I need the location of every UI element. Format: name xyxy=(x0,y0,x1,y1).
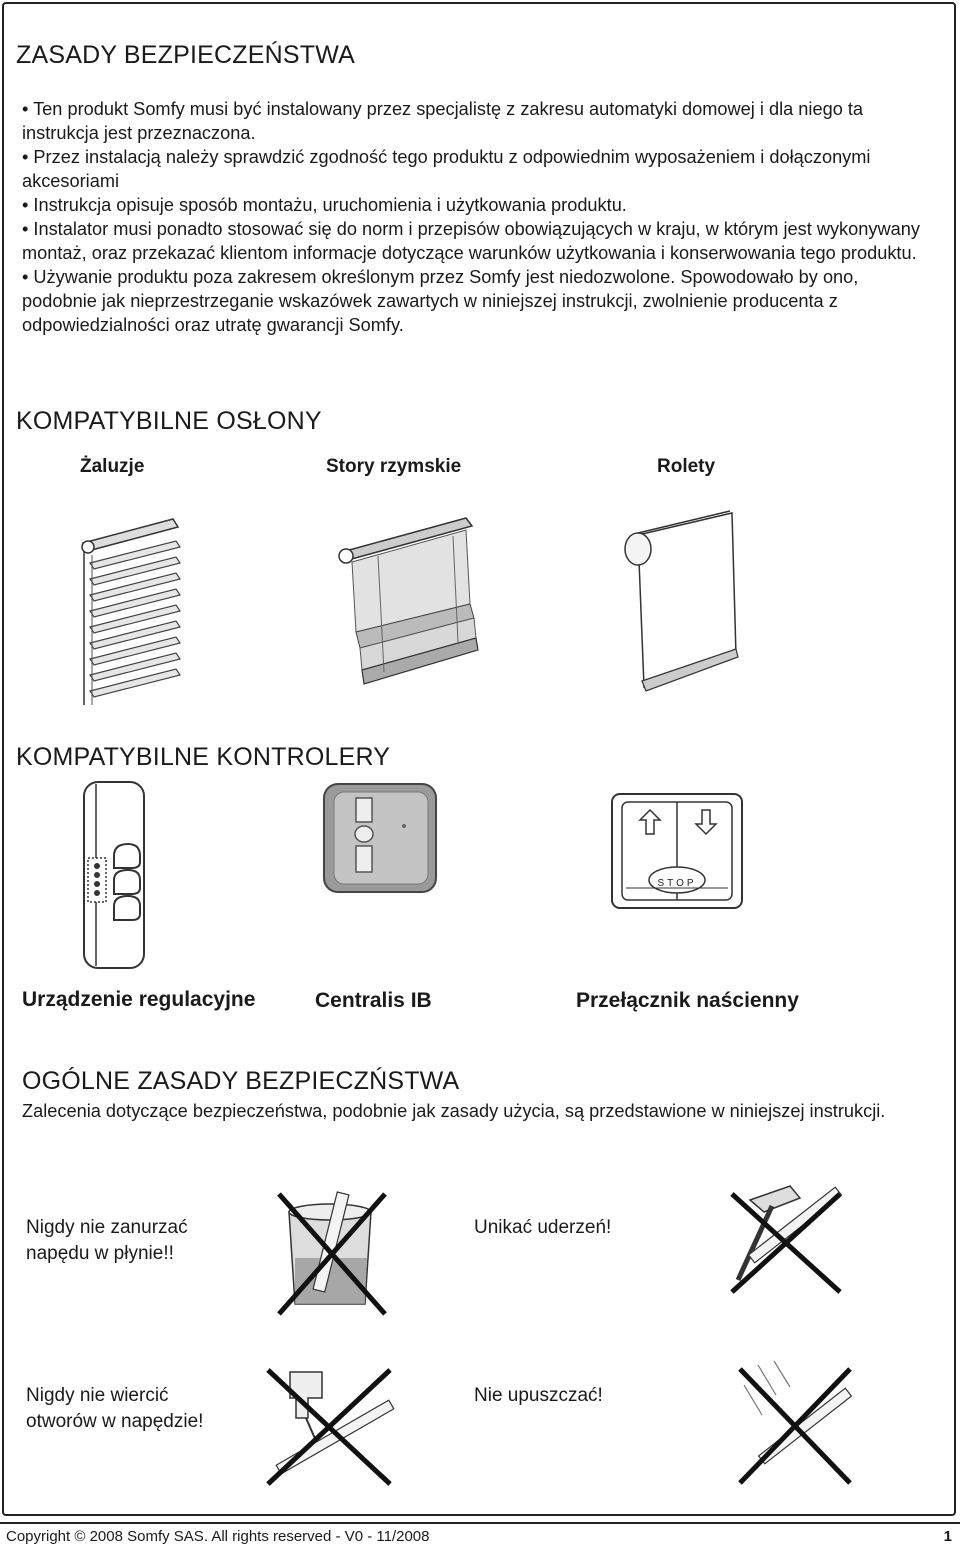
safety-paragraph: • Przez instalacją należy sprawdzić zgodność tego produktu z odpowiednim wyposażeniem i dołączonymi akcesoriami xyxy=(22,147,871,191)
general-title: OGÓLNE ZASADY BEZPIECZŃSTWA xyxy=(22,1067,460,1095)
controller-label-handheld: Urządzenie regulacyjne xyxy=(22,988,256,1011)
no-impact-illustration xyxy=(720,1180,850,1300)
safety-paragraph: • Używanie produktu poza zakresem określonym przez Somfy jest niedozwolone. Spowodowało by ono, podobnie jak nieprzestrzeganie wskazówek zawartych w niniejszej instrukcji, zwolnienie producenta z odpowiedzialności oraz utratę gwarancji Somfy. xyxy=(22,267,859,335)
page-number: 1 xyxy=(943,1528,952,1545)
footer-copyright: Copyright © 2008 Somfy SAS. All rights reserved - V0 - 11/2008 xyxy=(6,1528,430,1545)
centralis-ib-illustration xyxy=(322,782,442,897)
controllers-title: KOMPATYBILNE KONTROLERY xyxy=(16,743,391,771)
stop-button-label: STOP xyxy=(657,878,697,889)
cover-label-roller: Rolety xyxy=(657,456,716,477)
cover-label-venetian: Żaluzje xyxy=(80,456,145,477)
venetian-blind-illustration xyxy=(78,515,198,710)
roller-blind-illustration xyxy=(620,505,760,695)
covers-title: KOMPATYBILNE OSŁONY xyxy=(16,407,322,435)
safety-text xyxy=(22,97,934,337)
safety-paragraph: • Instalator musi ponadto stosować się do norm i przepisów obowiązujących w kraju, w którym jest wykonywany montaż, oraz przekazać klientom informacje dotyczące warunków użytkowania i konserwowania tego produktu. xyxy=(22,219,920,263)
controller-label-centralis: Centralis IB xyxy=(315,989,432,1012)
cover-label-roman: Story rzymskie xyxy=(326,456,462,477)
warning-no-liquid: Nigdy nie zanurzać napędu w płynie!! xyxy=(26,1217,188,1264)
general-text: Zalecenia dotyczące bezpieczeństwa, podobnie jak zasady użycia, są przedstawione w niniejszej instrukcji. xyxy=(22,1101,886,1121)
warning-no-impact: Unikać uderzeń! xyxy=(474,1217,612,1238)
no-drop-illustration xyxy=(730,1355,860,1490)
safety-paragraph: • Instrukcja opisuje sposób montażu, uruchomienia i użytkowania produktu. xyxy=(22,195,627,215)
roman-shade-illustration xyxy=(338,512,488,702)
handheld-controller-illustration xyxy=(78,780,158,970)
wall-switch-illustration xyxy=(610,792,745,912)
no-drilling-illustration xyxy=(260,1362,400,1492)
no-liquid-illustration xyxy=(275,1188,395,1318)
footer-divider xyxy=(0,1522,960,1524)
warning-no-drilling: Nigdy nie wiercić otworów w napędzie! xyxy=(26,1385,204,1432)
warning-no-drop: Nie upuszczać! xyxy=(474,1385,603,1406)
safety-title: ZASADY BEZPIECZEŃSTWA xyxy=(16,41,355,69)
safety-paragraph: • Ten produkt Somfy musi być instalowany przez specjalistę z zakresu automatyki domowej i dla niego ta instrukcja jest przeznaczona. xyxy=(22,99,864,143)
controller-label-wall-switch: Przełącznik naścienny xyxy=(576,989,799,1012)
